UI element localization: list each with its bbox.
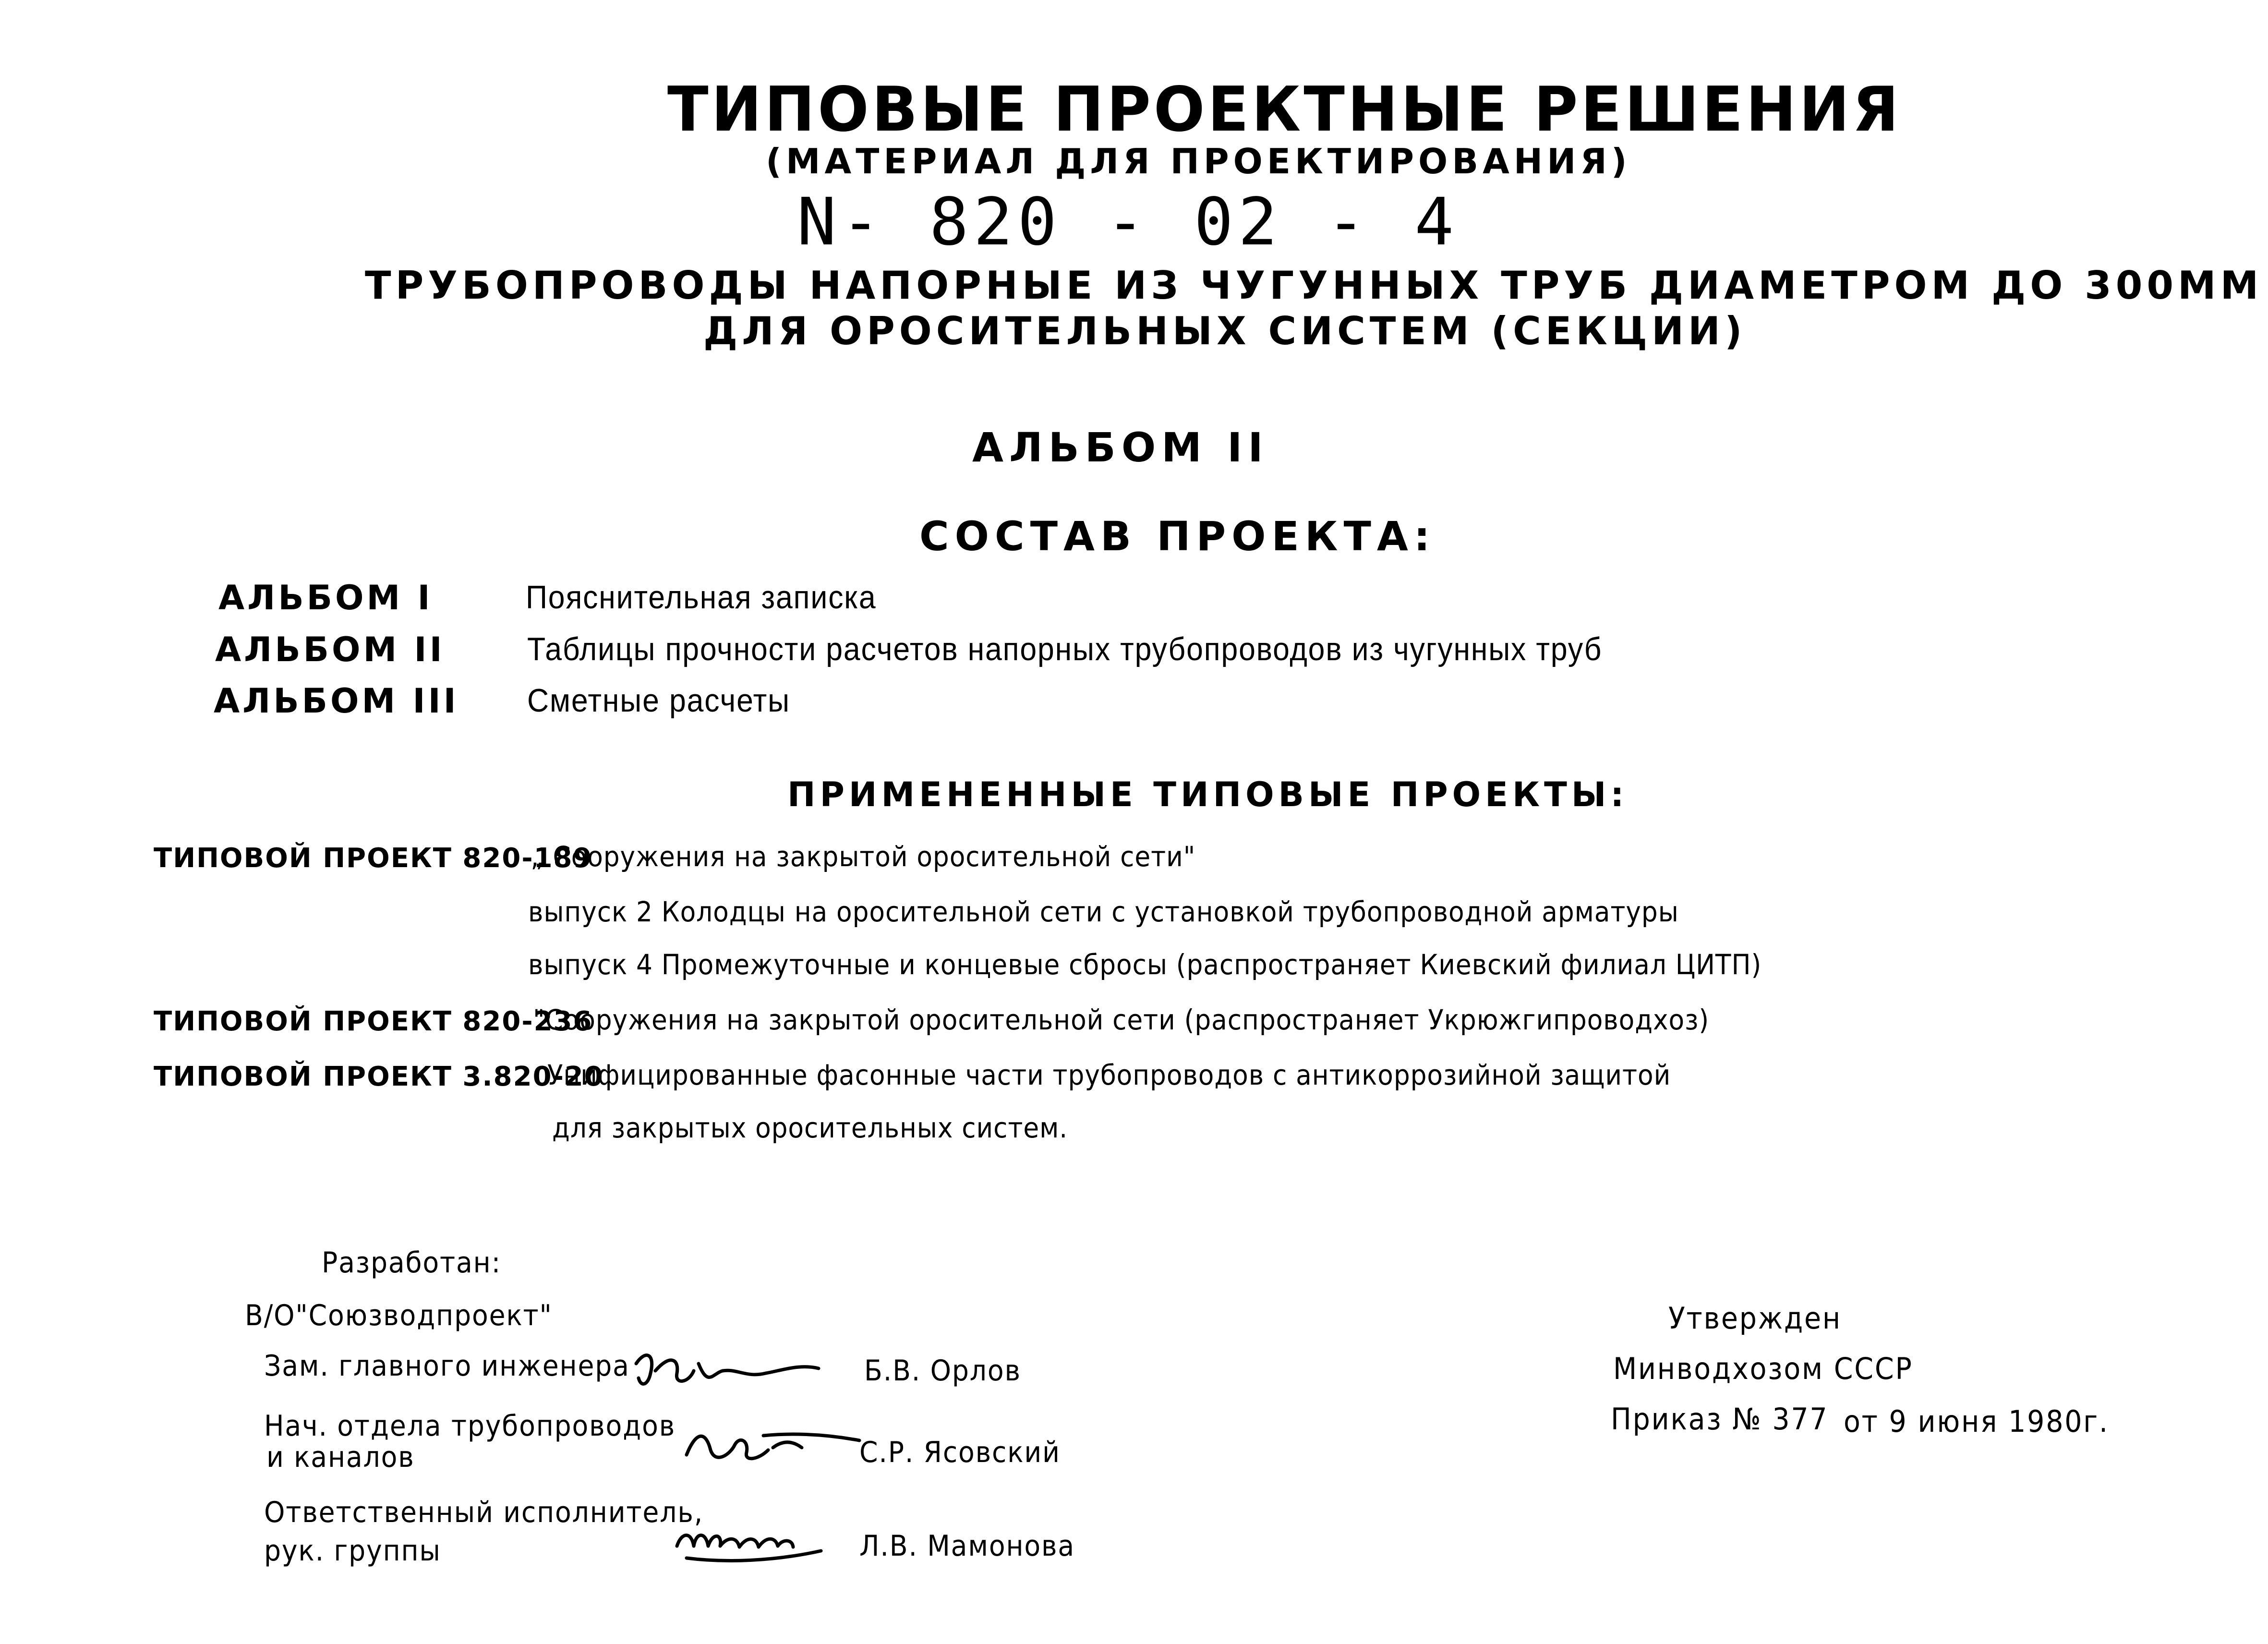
project-label: ТИПОВОЙ ПРОЕКТ 3.820-20 bbox=[154, 1061, 604, 1092]
signatory-name: Л.В. Мамонова bbox=[859, 1529, 1075, 1563]
description-line-1: ТРУБОПРОВОДЫ НАПОРНЫЕ ИЗ ЧУГУННЫХ ТРУБ ДИАМЕТРОМ ДО 300ММ bbox=[365, 263, 2263, 308]
developer-org: В/О"Союзводпроект" bbox=[245, 1299, 553, 1332]
developed-heading: Разработан: bbox=[322, 1246, 502, 1280]
project-issue: выпуск 2 Колодцы на оросительной сети с установкой трубопроводной арматуры bbox=[528, 895, 1679, 928]
composition-label: АЛЬБОМ I bbox=[218, 578, 433, 617]
signatory-name: С.Р. Ясовский bbox=[859, 1436, 1061, 1469]
signatory-role: Зам. главного инженера bbox=[264, 1349, 630, 1383]
approval-date: от 9 июня 1980г. bbox=[1844, 1404, 2109, 1439]
approval-order: Приказ № 377 bbox=[1611, 1402, 1829, 1437]
project-text-continued: для закрытых оросительных систем. bbox=[552, 1112, 1068, 1144]
project-text: „ Сооружения на закрытой оросительной сети" bbox=[531, 840, 1196, 873]
project-number: N- 820 - 02 - 4 bbox=[797, 184, 1459, 260]
doc-subtitle: (МАТЕРИАЛ ДЛЯ ПРОЕКТИРОВАНИЯ) bbox=[766, 141, 1631, 181]
project-text: Унифицированные фасонные части трубопроводов с антикоррозийной защитой bbox=[547, 1059, 1671, 1091]
composition-text: Сметные расчеты bbox=[527, 682, 790, 719]
signature-orlov bbox=[627, 1344, 828, 1397]
composition-label: АЛЬБОМ III bbox=[214, 681, 459, 721]
composition-text: Таблицы прочности расчетов напорных трубопроводов из чугунных труб bbox=[527, 631, 1603, 667]
album-heading: АЛЬБОМ II bbox=[972, 424, 1269, 471]
composition-label: АЛЬБОМ II bbox=[215, 630, 445, 669]
composition-heading: СОСТАВ ПРОЕКТА: bbox=[919, 513, 1436, 560]
project-issue: выпуск 4 Промежуточные и концевые сбросы (распространяет Киевский филиал ЦИТП) bbox=[528, 948, 1762, 981]
signature-yasovsky bbox=[677, 1421, 869, 1474]
signature-mamonova bbox=[667, 1517, 840, 1570]
signatory-role: и каналов bbox=[266, 1440, 415, 1474]
signatory-role: Нач. отдела трубопроводов bbox=[264, 1409, 676, 1443]
project-label: ТИПОВОЙ ПРОЕКТ 820-189 bbox=[154, 843, 593, 874]
project-label: ТИПОВОЙ ПРОЕКТ 820-236 bbox=[154, 1006, 593, 1037]
applied-projects-heading: ПРИМЕНЕННЫЕ ТИПОВЫЕ ПРОЕКТЫ: bbox=[787, 775, 1629, 814]
signatory-role: рук. группы bbox=[264, 1534, 441, 1568]
project-text: "Сооружения на закрытой оросительной сети (распространяет Укрюжгипроводхоз) bbox=[533, 1003, 1710, 1036]
doc-title: ТИПОВЫЕ ПРОЕКТНЫЕ РЕШЕНИЯ bbox=[667, 74, 1902, 145]
signatory-name: Б.В. Орлов bbox=[864, 1354, 1021, 1388]
approval-line: Минводхозом СССР bbox=[1613, 1351, 1913, 1386]
composition-text: Пояснительная записка bbox=[526, 579, 877, 616]
signatory-role: Ответственный исполнитель, bbox=[264, 1496, 704, 1529]
description-line-2: ДЛЯ ОРОСИТЕЛЬНЫХ СИСТЕМ (СЕКЦИИ) bbox=[703, 309, 1747, 353]
approval-line: Утвержден bbox=[1668, 1301, 1842, 1336]
